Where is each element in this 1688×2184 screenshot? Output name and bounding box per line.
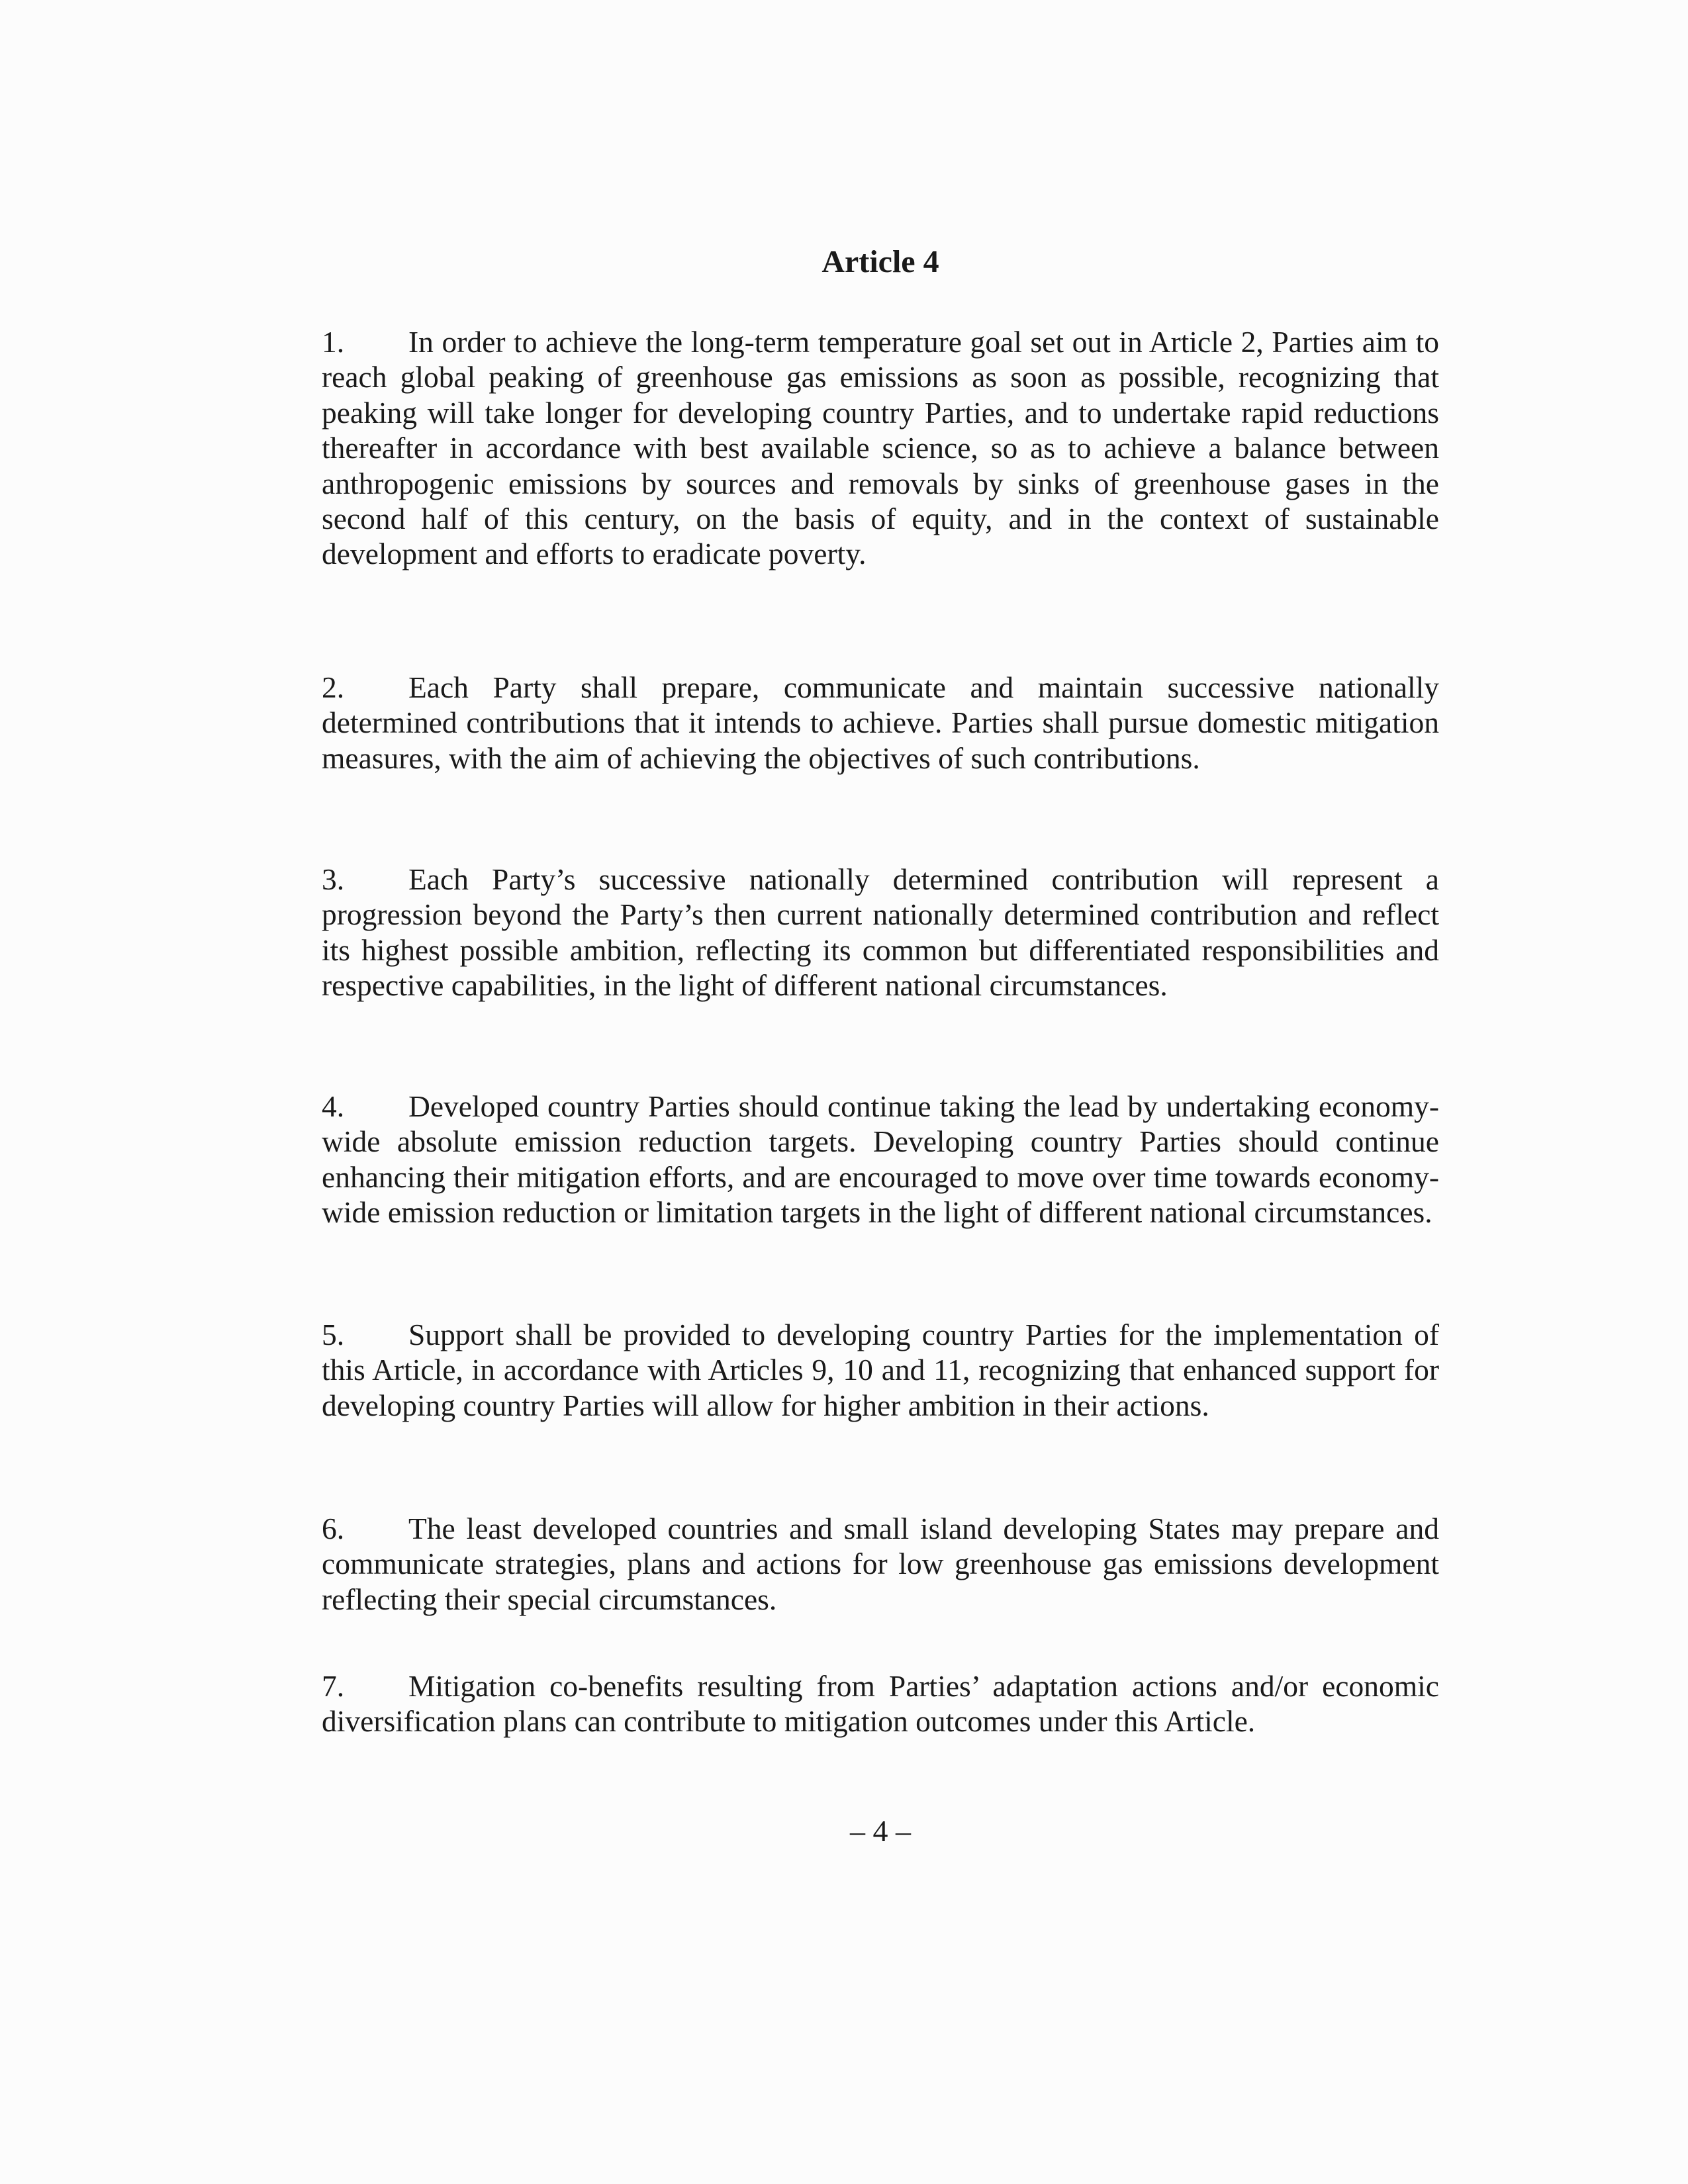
paragraph-1 [322,324,1439,572]
paragraph-5 [322,1317,1439,1423]
paragraph-text: In order to achieve the long-term temperature goal set out in Article 2, Parties aim to reach global peaking of greenhouse gas emissions as soon as possible, recognizing that peaking will take longer for developing country Parties, and to undertake rapid reductions thereafter in accordance with best available science, so as to achieve a balance between anthropogenic emissions by sources and removals by sinks of greenhouse gases in the second half of this century, on the basis of equity, and in the context of sustainable development and efforts to eradicate poverty. [322,325,1439,571]
paragraph-2 [322,670,1439,776]
paragraph-text: Support shall be provided to developing country Parties for the implementation of this Article, in accordance with Articles 9, 10 and 11, recognizing that enhanced support for developing country Parties will allow for higher ambition in their actions. [322,1318,1439,1422]
paragraph-number: 2. [322,670,345,704]
paragraph-3 [322,862,1439,1003]
paragraph-number: 7. [322,1669,345,1703]
paragraph-number: 5. [322,1318,345,1351]
paragraph-text: The least developed countries and small island developing States may prepare and communicate strategies, plans and actions for low greenhouse gas emissions development reflecting their special circumstances. [322,1512,1439,1616]
paragraph-6 [322,1511,1439,1617]
paragraph-number: 4. [322,1089,345,1123]
paragraph-number: 1. [322,325,345,359]
paragraph-number: 3. [322,862,345,896]
paragraph-4 [322,1089,1439,1230]
paragraph-number: 6. [322,1512,345,1545]
paragraph-text: Each Party shall prepare, communicate and maintain successive nationally determined contributions that it intends to achieve. Parties shall pursue domestic mitigation measures, with the aim of achieving the objectives of such contributions. [322,670,1439,775]
paragraph-text: Mitigation co-benefits resulting from Parties’ adaptation actions and/or economic diversification plans can contribute to mitigation outcomes under this Article. [322,1669,1439,1739]
paragraph-7 [322,1668,1439,1739]
article-heading: Article 4 [821,244,939,279]
paragraph-text: Each Party’s successive nationally determined contribution will represent a progression beyond the Party’s then current nationally determined contribution and reflect its highest possible ambition, reflecting its common but differentiated responsibilities and respective capabilities, in the light of different national circumstances. [322,862,1439,1003]
paragraph-text: Developed country Parties should continue taking the lead by undertaking economy-wide absolute emission reduction targets. Developing country Parties should continue enhancing their mitigation efforts, and are encouraged to move over time towards economy-wide emission reduction or limitation targets in the light of different national circumstances. [322,1089,1439,1230]
page-number: – 4 – [850,1814,911,1848]
